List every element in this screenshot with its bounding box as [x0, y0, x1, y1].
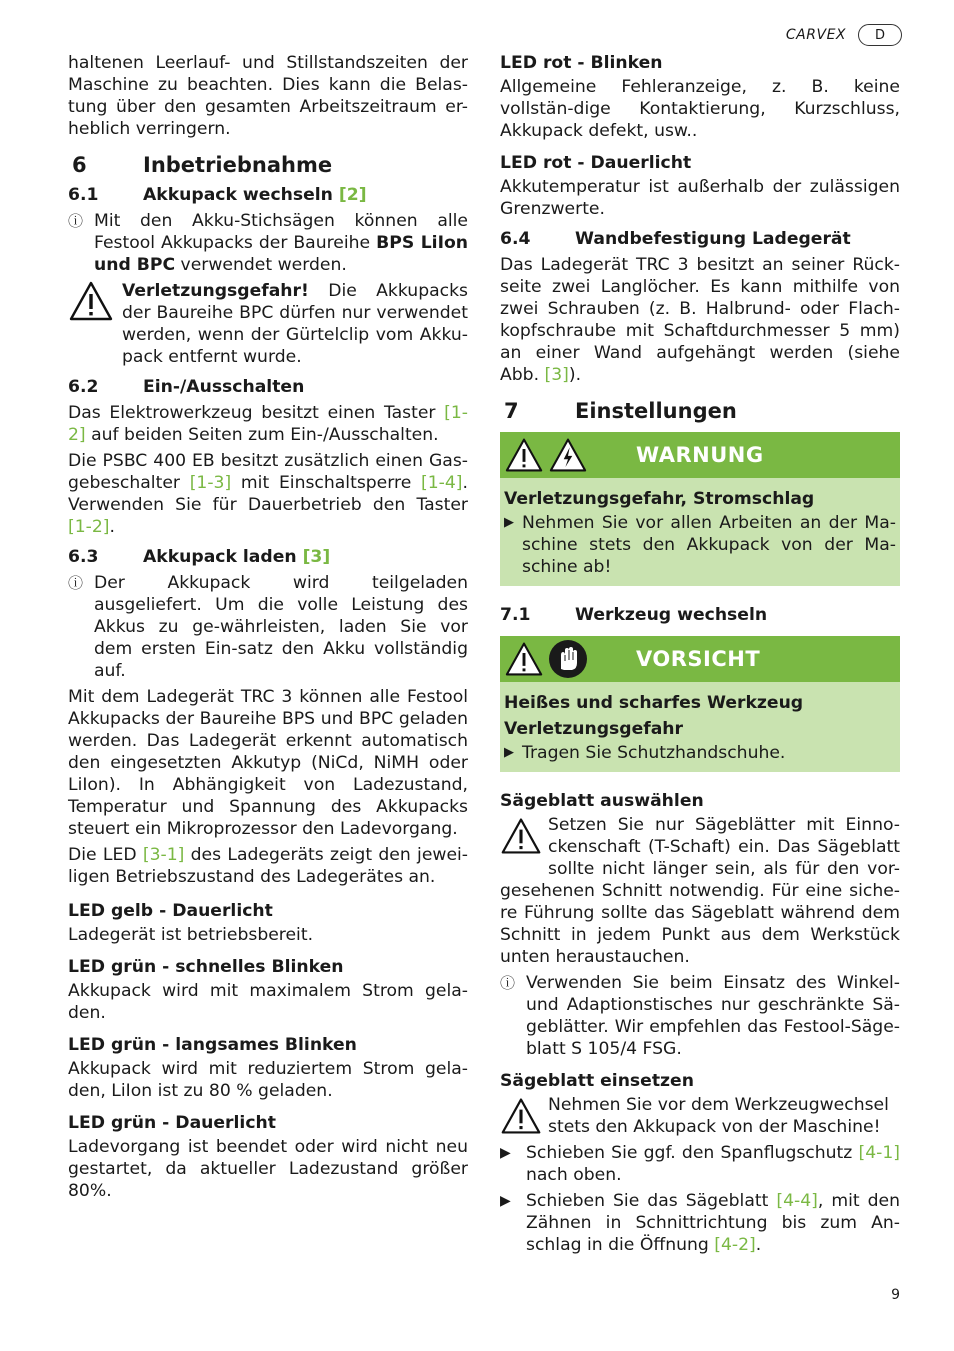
figure-ref: [3-1] — [142, 845, 185, 865]
section-6-heading — [68, 152, 468, 178]
paragraph: Das Ladegerät TRC 3 besitzt an seiner Rück-seite zwei Langlöcher. Es kann mithilfe von zwei Schrauben (z. B. Halbrund- oder Flach-kopfschraube mit Schaftdurchmesser 5 mm) an einer Wand aufgehängt werden (siehe Abb. [3]). — [500, 255, 900, 385]
caution-box — [500, 636, 900, 772]
section-title: Wandbefestigung Ladegerät — [575, 229, 851, 249]
led-description: Akkutemperatur ist außerhalb der zulässigen Grenzwerte. — [500, 177, 900, 219]
figure-ref: [1-2] — [68, 403, 468, 445]
info-icon: ⓘ — [500, 974, 516, 992]
section-title: Ein-/Ausschalten — [143, 377, 305, 397]
led-description: Ladegerät ist betriebsbereit. — [68, 925, 314, 945]
instruction-step: ▶ Schieben Sie ggf. den Spanflugschutz [4-1] nach oben. — [500, 1143, 900, 1185]
bullet-arrow-icon: ▶ — [500, 1145, 511, 1161]
language-badge: D — [858, 24, 902, 46]
section-6-4-heading — [500, 228, 900, 250]
warning-triangle-icon — [500, 1096, 548, 1140]
figure-ref: [4-1] — [858, 1143, 900, 1163]
led-heading: LED rot - Blinken — [500, 53, 663, 73]
paragraph: Die PSBC 400 EB besitzt zusätzlich einen Gas-gebeschalter [1-3] mit Einschaltsperre [1-4]. Verwenden Sie für Dauerbetrieb den Taster [1-2]. — [68, 451, 468, 537]
warning-note — [500, 1094, 900, 1138]
section-number: 6.1 — [68, 185, 99, 205]
figure-ref: [2] — [338, 185, 367, 205]
warning-note — [68, 280, 468, 368]
caution-box-subheading: Verletzungsgefahr — [504, 719, 684, 739]
warning-triangle-icon — [504, 641, 544, 677]
intro-paragraph: haltenen Leerlauf- und Stillstandszeiten der Maschine zu beachten. Dies kann die Belas-tung über den gesamten Arbeitszeitraum er-heblich verringern. — [68, 53, 468, 139]
bullet-arrow-icon: ▶ — [500, 1193, 511, 1209]
info-text: Der Akkupack wird teilgeladen ausgeliefert. Um die volle Leistung des Akkus zu ge-währleisten, laden Sie vor dem ersten Ein-satz den Akku vollständig auf. — [94, 573, 468, 681]
warning-box — [500, 432, 900, 586]
instruction-step: ▶ Schieben Sie das Sägeblatt [4-4], mit den Zähnen in Schnittrichtung bis zum An-schlag in die Öffnung [4-2]. — [500, 1191, 900, 1255]
section-title: Werkzeug wechseln — [575, 605, 768, 625]
warning-triangle-icon — [500, 816, 548, 860]
led-description: Akkupack wird mit maximalem Strom gela-den. — [68, 981, 468, 1023]
paragraph: Mit dem Ladegerät TRC 3 können alle Festool Akkupacks der Baureihe BPS und BPC geladen werden. Das Ladegerät erkennt automatisch den eingesetzten Akkutyp (NiCd, NiMH oder LiIon). In Abhängigkeit von Ladezustand, Temperatur und Spannung des Akkupacks steuert ein Mikroprozessor den Ladevorgang. — [68, 687, 468, 839]
info-text: Mit den Akku-Stichsägen können alle Festool Akkupacks der Baureihe — [94, 211, 468, 253]
warning-box-bullet — [504, 512, 896, 578]
led-heading: LED grün - Dauerlicht — [68, 1113, 276, 1133]
bullet-arrow-icon: ▶ — [504, 515, 514, 530]
section-title: Akkupack laden — [143, 547, 297, 567]
paragraph: Das Elektrowerkzeug besitzt einen Taster [1-2] auf beiden Seiten zum Ein-/Ausschalten. — [68, 403, 468, 445]
figure-ref: [3] — [302, 547, 331, 567]
info-note — [500, 972, 900, 1060]
warning-box-title: WARNUNG — [636, 443, 764, 467]
led-heading: LED rot - Dauerlicht — [500, 153, 692, 173]
info-bold-text: BPS LiIon und BPC — [94, 233, 469, 275]
caution-box-header — [500, 636, 900, 682]
section-7-heading — [500, 398, 900, 424]
warning-bold: Verletzungsgefahr! — [122, 281, 309, 301]
section-6-2-heading — [68, 376, 468, 398]
right-column — [500, 52, 900, 1256]
led-description: Ladevorgang ist beendet oder wird nicht neu gestartet, da aktueller Ladezustand größer 80%. — [68, 1137, 468, 1201]
figure-ref: [1-3] — [189, 473, 232, 493]
left-column — [68, 52, 468, 1202]
page-header — [786, 24, 902, 46]
info-note — [68, 572, 468, 682]
caution-box-title: VORSICHT — [636, 647, 761, 671]
bullet-text: Tragen Sie Schutzhandschuhe. — [522, 743, 786, 763]
warning-text: Nehmen Sie vor dem Werkzeugwechsel stets den Akkupack von der Maschine! — [548, 1095, 889, 1137]
info-icon: ⓘ — [68, 212, 84, 230]
figure-ref: [4-4] — [776, 1191, 818, 1211]
led-heading: LED gelb - Dauerlicht — [68, 901, 273, 921]
section-number: 6.2 — [68, 377, 99, 397]
section-title: Akkupack wechseln — [143, 185, 333, 205]
section-6-1-heading — [68, 184, 468, 206]
section-number: 6.4 — [500, 229, 531, 249]
caution-box-bullet — [504, 742, 896, 764]
subsection-heading: Sägeblatt auswählen — [500, 791, 704, 811]
led-description: Akkupack wird mit reduziertem Strom gela-den, LiIon ist zu 80 % geladen. — [68, 1059, 468, 1101]
figure-ref: [3] — [544, 365, 569, 385]
caution-box-heading: Heißes und scharfes Werkzeug — [504, 693, 804, 713]
warning-triangle-icon — [68, 280, 122, 322]
warning-note — [500, 814, 900, 968]
led-heading: LED grün - schnelles Blinken — [68, 957, 344, 977]
figure-ref: [4-2] — [714, 1235, 756, 1255]
paragraph: Die LED [3-1] des Ladegeräts zeigt den jewei-ligen Betriebszustand des Ladegerätes an. — [68, 845, 468, 887]
bullet-arrow-icon: ▶ — [504, 745, 514, 760]
section-number: 7 — [504, 399, 519, 423]
led-description: Allgemeine Fehleranzeige, z. B. keine vollstän-dige Kontaktierung, Kurzschluss, Akkupack defekt, usw.. — [500, 77, 900, 141]
subsection-heading: Sägeblatt einsetzen — [500, 1071, 694, 1091]
page-number: 9 — [891, 1287, 900, 1303]
warning-triangle-icon — [504, 437, 544, 473]
section-number: 6.3 — [68, 547, 99, 567]
section-number: 6 — [72, 153, 87, 177]
warning-text: Setzen Sie nur Sägeblätter mit Einno-ckenschaft (T-Schaft) ein. Das Sägeblatt sollte nicht länger sein, als für den vor-gesehenen Schnitt notwendig. Für eine siche-re Führung sollte das Sägeblatt während dem Schnitt in jedem Punkt aus dem Werkstück unten heraustauchen. — [500, 815, 900, 967]
info-text: Verwenden Sie beim Einsatz des Winkel- und Adaptionstisches nur geschränkte Sä-geblätter. Wir empfehlen das Festool-Säge-blatt S 105/4 FSG. — [526, 973, 900, 1059]
section-title: Inbetriebnahme — [143, 153, 333, 177]
bullet-text: Nehmen Sie vor allen Arbeiten an der Ma-schine stets den Akkupack von der Ma-schine ab! — [522, 513, 896, 577]
section-title: Einstellungen — [575, 399, 737, 423]
info-icon: ⓘ — [68, 574, 84, 592]
electric-hazard-icon — [548, 437, 588, 473]
led-heading: LED grün - langsames Blinken — [68, 1035, 357, 1055]
figure-ref: [1-4] — [421, 473, 463, 493]
brand-name: CARVEX — [785, 27, 846, 43]
warning-text: Die Akkupacks der Baureihe BPC dürfen nur verwendet werden, wenn der Gürtelclip vom Akku-pack entfernt wurde. — [122, 281, 468, 367]
section-6-3-heading — [68, 546, 468, 568]
info-note — [68, 210, 468, 276]
figure-ref: [1-2] — [68, 517, 110, 537]
warning-box-heading: Verletzungsgefahr, Stromschlag — [504, 489, 815, 509]
info-text-end: verwendet werden. — [175, 255, 347, 275]
gloves-icon — [548, 639, 588, 679]
section-number: 7.1 — [500, 605, 531, 625]
warning-box-header — [500, 432, 900, 478]
section-7-1-heading — [500, 604, 900, 626]
